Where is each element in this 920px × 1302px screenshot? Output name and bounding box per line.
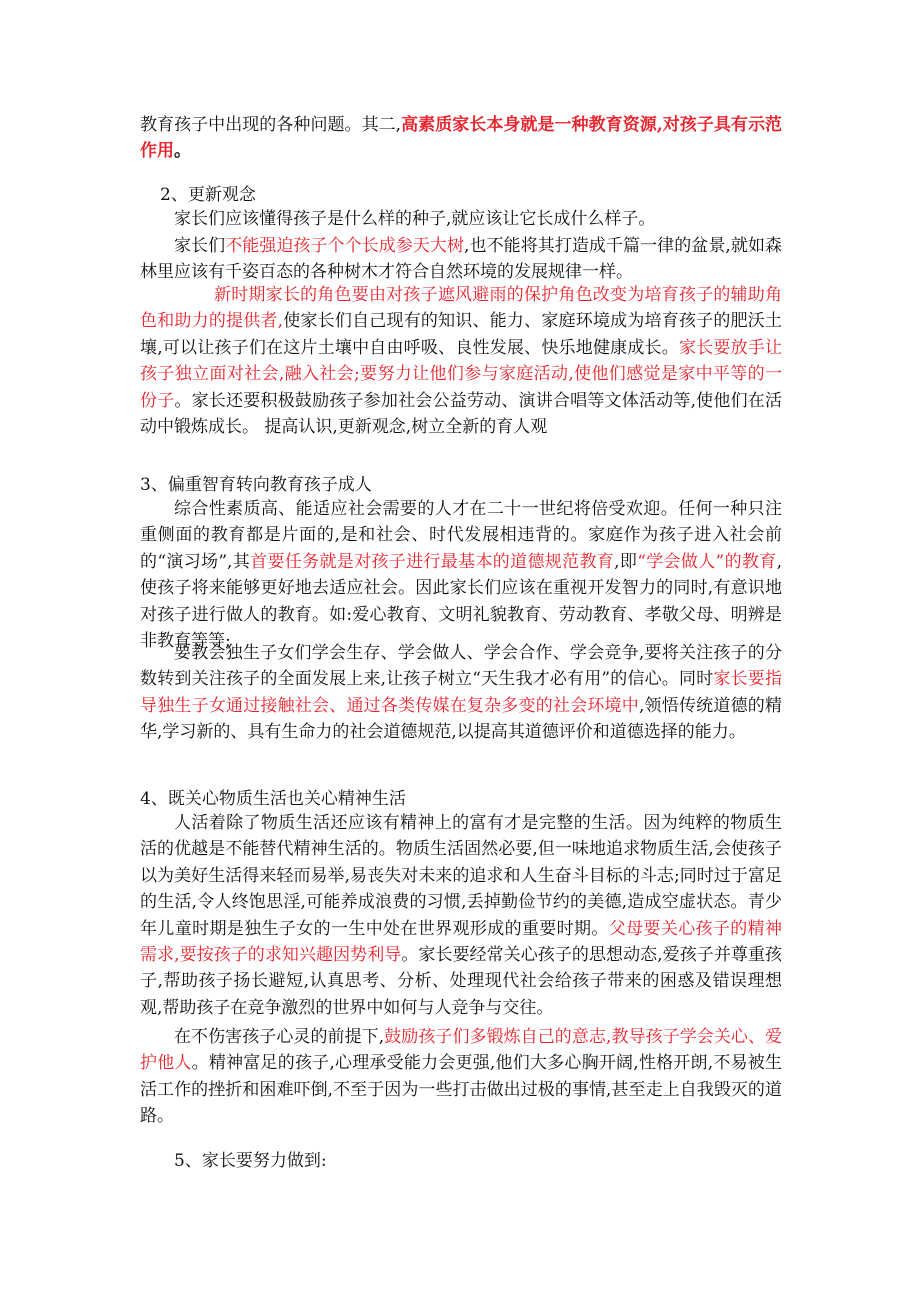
s4-p1-highlight: 父母要关心孩子的精神需求,要按孩子的求知兴趣因势利导: [140, 918, 782, 966]
s2-p3-text: 使家长们自己现有的知识、能力、家庭环境成为培育孩子的肥沃土壤,可以让孩子们在这片土壤中自由呼吸、良性发展、快乐地健康成长。: [140, 311, 782, 358]
section-2-paragraph-2: [140, 233, 782, 286]
section-3-paragraph-2: [140, 640, 782, 746]
intro-text: 教育孩子中出现的各种问题。其二,: [140, 115, 402, 135]
s3-p1-text-mid: ,即: [614, 551, 638, 572]
section-2-paragraph-1: 家长们应该懂得孩子是什么样的种子,就应该让它长成什么样子。: [174, 209, 656, 229]
section-4-paragraph-1: [140, 810, 782, 1021]
s3-p1-text-end: ,使孩子将来能够更好地去适应社会。因此家长们应该在重视开发智力的同时,有意识地对孩子进行做人的教育。如:爱心教育、文明礼貌教育、劳动教育、孝敬父母、明辨是非教育等等;: [140, 551, 782, 652]
s2-p3-text-end: 。家长还要积极鼓励孩子参加社会公益劳动、演讲合唱等文体活动等,使他们在活动中锻炼成长。 提高认识,更新观念,树立全新的育人观: [140, 390, 783, 438]
s2-p3-highlight-2: 家长要放手让孩子独立面对社会,融入社会;要努力让他们参与家庭活动,使他们感觉是家中平等的一份子: [140, 337, 783, 411]
section-3-heading: 3、偏重智育转向教育孩子成人: [140, 475, 372, 495]
s4-p2-text-end: 。精神富足的孩子,心理承受能力会更强,他们大多心胸开阔,性格开朗,不易被生活工作的挫折和困难吓倒,不至于因为一些打击做出过极的事情,甚至走上自我毁灭的道路。: [140, 1053, 783, 1127]
intro-highlight: 高素质家长本身就是一种教育资源,对孩子具有示范作用: [140, 115, 783, 162]
section-2-paragraph-3: [140, 282, 782, 440]
s3-p1-highlight-2: “学会做人”的教育: [637, 551, 777, 572]
section-4-heading: 4、既关心物质生活也关心精神生活: [140, 789, 406, 809]
s3-p2-text-end: ,领悟传统道德的精华,学习新的、具有生命力的社会道德规范,以提高其道德评价和道德选择的能力。: [140, 695, 782, 743]
s3-p2-highlight: 家长要指导独生子女通过接触社会、通过各类传媒在复杂多变的社会环境中: [140, 669, 782, 716]
s3-p1-text: 综合性素质高、能适应社会需要的人才在二十一世纪将倍受欢迎。任何一种只注重侧面的教育都是片面的,是和社会、时代发展相违背的。家庭作为孩子进入社会前的“演习场”,其: [140, 499, 782, 572]
section-4-paragraph-2: [140, 1024, 782, 1130]
s2-p2-text-end: ,也不能将其打造成千篇一律的盆景,就如森林里应该有千姿百态的各种树木才符合自然环境的发展规律一样。: [140, 236, 783, 283]
s4-p1-text: 人活着除了物质生活还应该有精神上的富有才是完整的生活。因为纯粹的物质生活的优越是不能替代精神生活的。物质生活固然必要,但一味地追求物质生活,会使孩子以为美好生活得来轻而易举,易丧失对未来的追求和人生奋斗目标的斗志;同时过于富足的生活,令人终饱思淫,可能养成浪费的习惯,丢掉勤俭节约的美德,造成空虚状态。青少年儿童时期是独生子女的一生中处在世界观形成的重要时期。: [140, 813, 782, 939]
s4-p2-highlight: 鼓励孩子们多锻炼自己的意志,教导孩子学会关心、爱护他人: [140, 1027, 783, 1074]
section-5-heading: 5、家长要努力做到:: [174, 1151, 327, 1171]
s3-p1-highlight-1: 首要任务就是对孩子进行最基本的道德规范教育: [250, 551, 615, 572]
intro-end: 。: [174, 141, 191, 162]
s2-p2-text: 家长们: [174, 236, 226, 256]
s2-p3-highlight-1: 新时期家长的角色要由对孩子遮风避雨的保护角色改变为培育孩子的辅助角色和助力的提供者,: [140, 285, 782, 332]
section-2-heading: 2、更新观念: [160, 185, 256, 205]
intro-paragraph: [140, 112, 782, 165]
s2-p2-highlight: 不能强迫孩子个个长成参天大树: [225, 236, 465, 256]
s3-p2-text: 要教会独生子女们学会生存、学会做人、学会合作、学会竞争,要将关注孩子的分数转到关注孩子的全面发展上来,让孩子树立“天生我才必有用”的信心。同时: [140, 643, 782, 690]
section-3-paragraph-1: [140, 496, 782, 654]
s4-p1-text-end: 。家长要经常关心孩子的思想动态,爱孩子并尊重孩子,帮助孩子扬长避短,认真思考、分析、处理现代社会给孩子带来的困惑及错误理想观,帮助孩子在竞争激烈的世界中如何与人竞争与交往。: [140, 945, 782, 1018]
s4-p2-text: 在不伤害孩子心灵的前提下,: [174, 1027, 385, 1047]
